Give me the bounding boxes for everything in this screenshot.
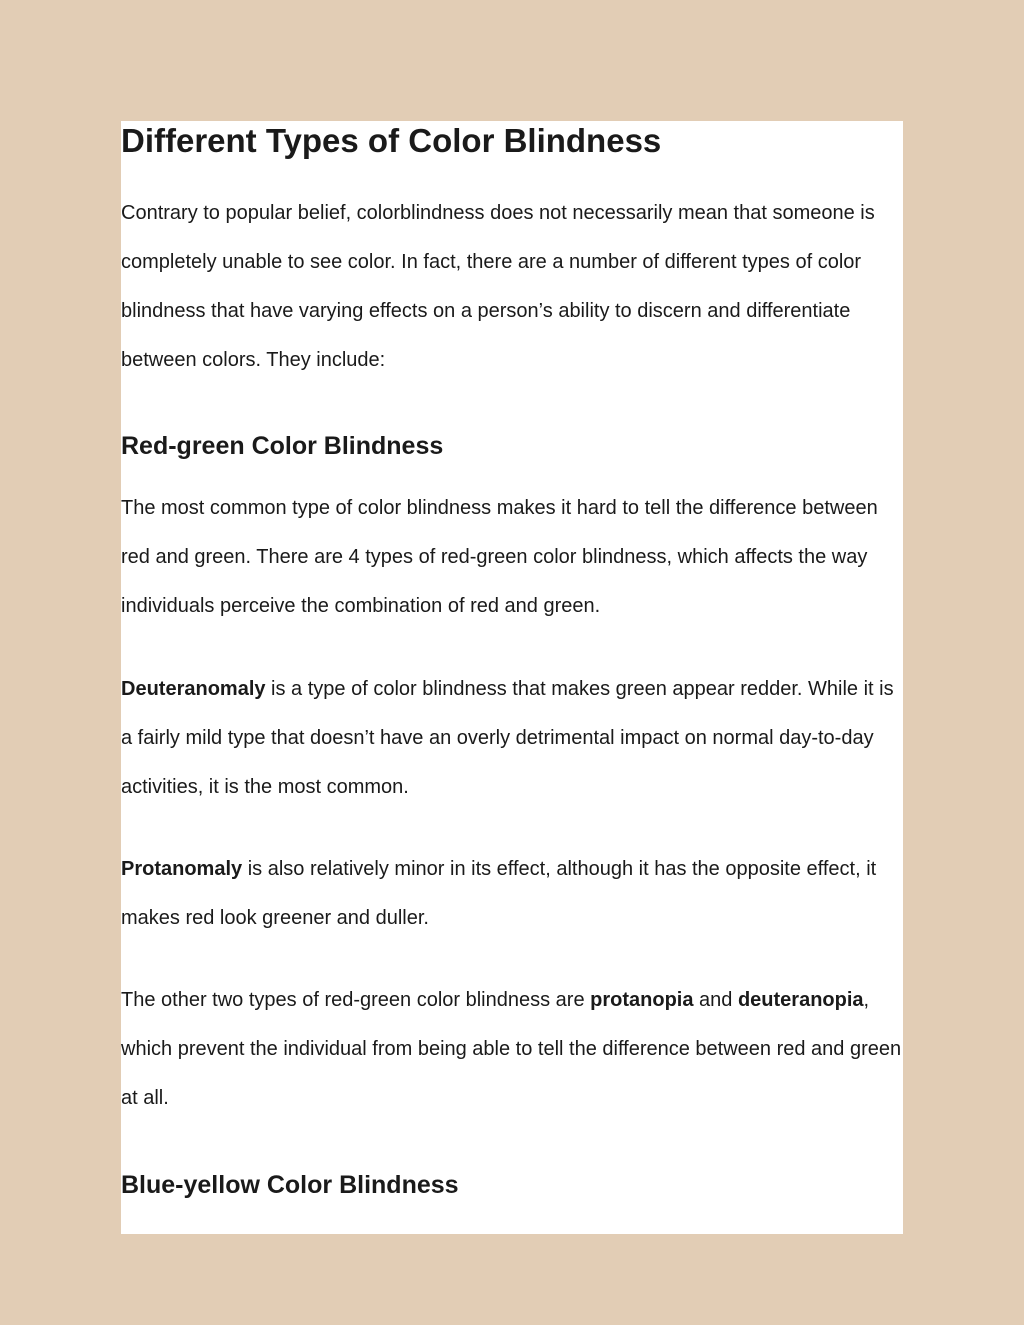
protanomaly-paragraph xyxy=(121,845,903,943)
heading-blue-yellow: Blue-yellow Color Blindness xyxy=(121,1171,459,1199)
heading-red-green: Red-green Color Blindness xyxy=(121,432,444,460)
document-page xyxy=(121,121,903,1234)
other-types-paragraph xyxy=(121,976,903,1123)
other-types-text-before: The other two types of red-green color blindness are xyxy=(121,989,591,1011)
page-title: Different Types of Color Blindness xyxy=(121,122,662,159)
deuteranomaly-paragraph xyxy=(121,665,903,812)
deuteranomaly-text: is a type of color blindness that makes green appear redder. While it is a fairly mild type that doesn’t have an overly detrimental impact on normal day-to-day activities, it is the most common. xyxy=(121,678,894,798)
deuteranomaly-term: Deuteranomaly xyxy=(121,678,266,700)
deuteranopia-term: deuteranopia xyxy=(737,989,864,1011)
red-green-paragraph: The most common type of color blindness makes it hard to tell the difference between red and green. There are 4 types of red-green color blindness, which affects the way individuals perceive the combination of red and green. xyxy=(121,497,878,617)
other-types-text-middle: and xyxy=(693,989,738,1011)
other-types-text-after: , which prevent the individual from being able to tell the difference between red and green at all. xyxy=(121,989,902,1109)
protanomaly-text: is also relatively minor in its effect, although it has the opposite effect, it makes red look greener and duller. xyxy=(121,858,877,929)
protanomaly-term: Protanomaly xyxy=(121,858,243,880)
protanopia-term: protanopia xyxy=(590,989,694,1011)
intro-paragraph: Contrary to popular belief, colorblindness does not necessarily mean that someone is completely unable to see color. In fact, there are a number of different types of color blindness that have varying effects on a person’s ability to discern and differentiate between colors. They include: xyxy=(121,202,875,371)
